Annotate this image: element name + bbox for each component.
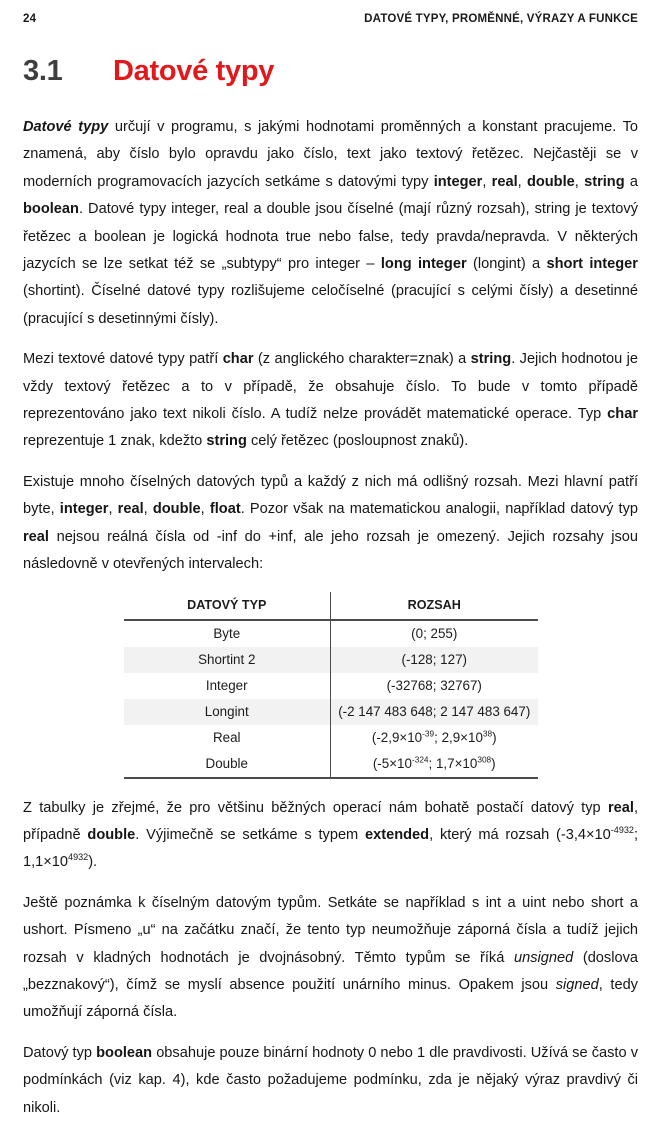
type-cell: Longint: [124, 699, 331, 725]
range-cell: ($-2,9\times 10^{-39}$; $2,9\times 10^{38}$): [371, 728, 497, 745]
range-cell: (-128; 127): [331, 647, 538, 673]
section-number: 3.1: [23, 55, 63, 87]
section-heading: [23, 55, 638, 88]
range-cell: (-32768; 32767): [386, 678, 482, 693]
table-header-row: [124, 592, 538, 620]
table-row: [124, 725, 538, 751]
paragraph-real-double: Z tabulky je zřejmé, že pro většinu běžných operací nám bohatě postačí datový typ real, případně double. Výjimečně se setkáme s typem extended, který má rozsah ($-3,4\times 10^{-4932}$; $1,1\times 10^{4932}$).: [23, 799, 638, 871]
page-number: 24: [23, 13, 37, 25]
type-cell: Shortint 2: [124, 647, 331, 673]
data-type-range-table: [124, 592, 538, 779]
paragraph-intro: Datové typy určují v programu, s jakými hodnotami proměnných a konstant pracujeme. To znamená, aby číslo bylo opravdu jako číslo, text jako textový řetězec. Nejčastěji se v moderních programovacích jazycích setkáme s datovými typy integer, real, double, string a boolean. Datové typy integer, real a double jsou číselné (mají různý rozsah), string je textový řetězec a boolean je logická hodnota true nebo false, tedy pravda/nepravda. V některých jazycích se lze setkat též se „subtypy“ pro integer – long integer (longint) a short integer (shortint). Číselné datové typy rozlišujeme celočíselné (pracující s celými čísly) a desetinné (pracující s desetinnými čísly).: [23, 119, 639, 327]
table-row: [124, 620, 538, 647]
range-cell: (0; 255): [411, 626, 458, 641]
type-cell: Double: [124, 751, 331, 778]
running-title: DATOVÉ TYPY, PROMĚNNÉ, VÝRAZY A FUNKCE: [364, 13, 638, 25]
type-cell: Byte: [124, 620, 331, 647]
table-row: [124, 647, 538, 673]
table-row: [124, 751, 538, 778]
section-title: Datové typy: [113, 55, 275, 87]
type-cell: Integer: [124, 673, 331, 699]
paragraph-numeric-types: Existuje mnoho číselných datových typů a každý z nich má odlišný rozsah. Mezi hlavní patří byte, integer, real, double, float. Pozor však na matematickou analogii, například datový typ real nejsou reálná čísla od -inf do +inf, ale jeho rozsah je omezený. Jejich rozsahy jsou následovně v otevřených intervalech:: [23, 473, 638, 573]
paragraph-text-types: Mezi textové datové typy patří char (z anglického charakter=znak) a string. Jejich hodnotou je vždy textový řetězec a to v případě, že obsahuje číslo. To bude v tomto případě reprezentováno jako text nikoli číslo. A tudíž nelze provádět matematické operace. Typ char reprezentuje 1 znak, kdežto string celý řetězec (posloupnost znaků).: [23, 351, 638, 450]
table-header-range: ROZSAH: [331, 592, 538, 620]
range-cell: ($-5\times 10^{-324}$; $1,7\times 10^{308}$): [331, 751, 538, 778]
table-header-type: DATOVÝ TYP: [124, 592, 331, 620]
paragraph-boolean: Datový typ boolean obsahuje pouze binární hodnoty 0 nebo 1 dle pravdivosti. Užívá se často v podmínkách (viz kap. 4), kde často požadujeme podmínku, zda je nějaký výraz pravdivý či nikoli.: [23, 1044, 638, 1116]
page-header: [23, 13, 638, 25]
range-cell: (-2 147 483 648; 2 147 483 647): [331, 699, 538, 725]
data-type-table-wrap: [23, 592, 638, 779]
paragraph-signed-unsigned: Ještě poznámka k číselným datovým typům. Setkáte se například s int a uint nebo short a ushort. Písmeno „u“ na začátku značí, že tento typ neumožňuje záporná čísla a tudíž jejich rozsah v kladných hodnotách je dvojnásobný. Těmto typům se říká unsigned (doslova „bezznakový“), čímž se myslí absence použití unárního minus. Opakem jsou signed, tedy umožňují záporná čísla.: [23, 894, 638, 1021]
table-row: [124, 699, 538, 725]
table-row: [124, 673, 538, 699]
type-cell: Real: [124, 725, 331, 751]
